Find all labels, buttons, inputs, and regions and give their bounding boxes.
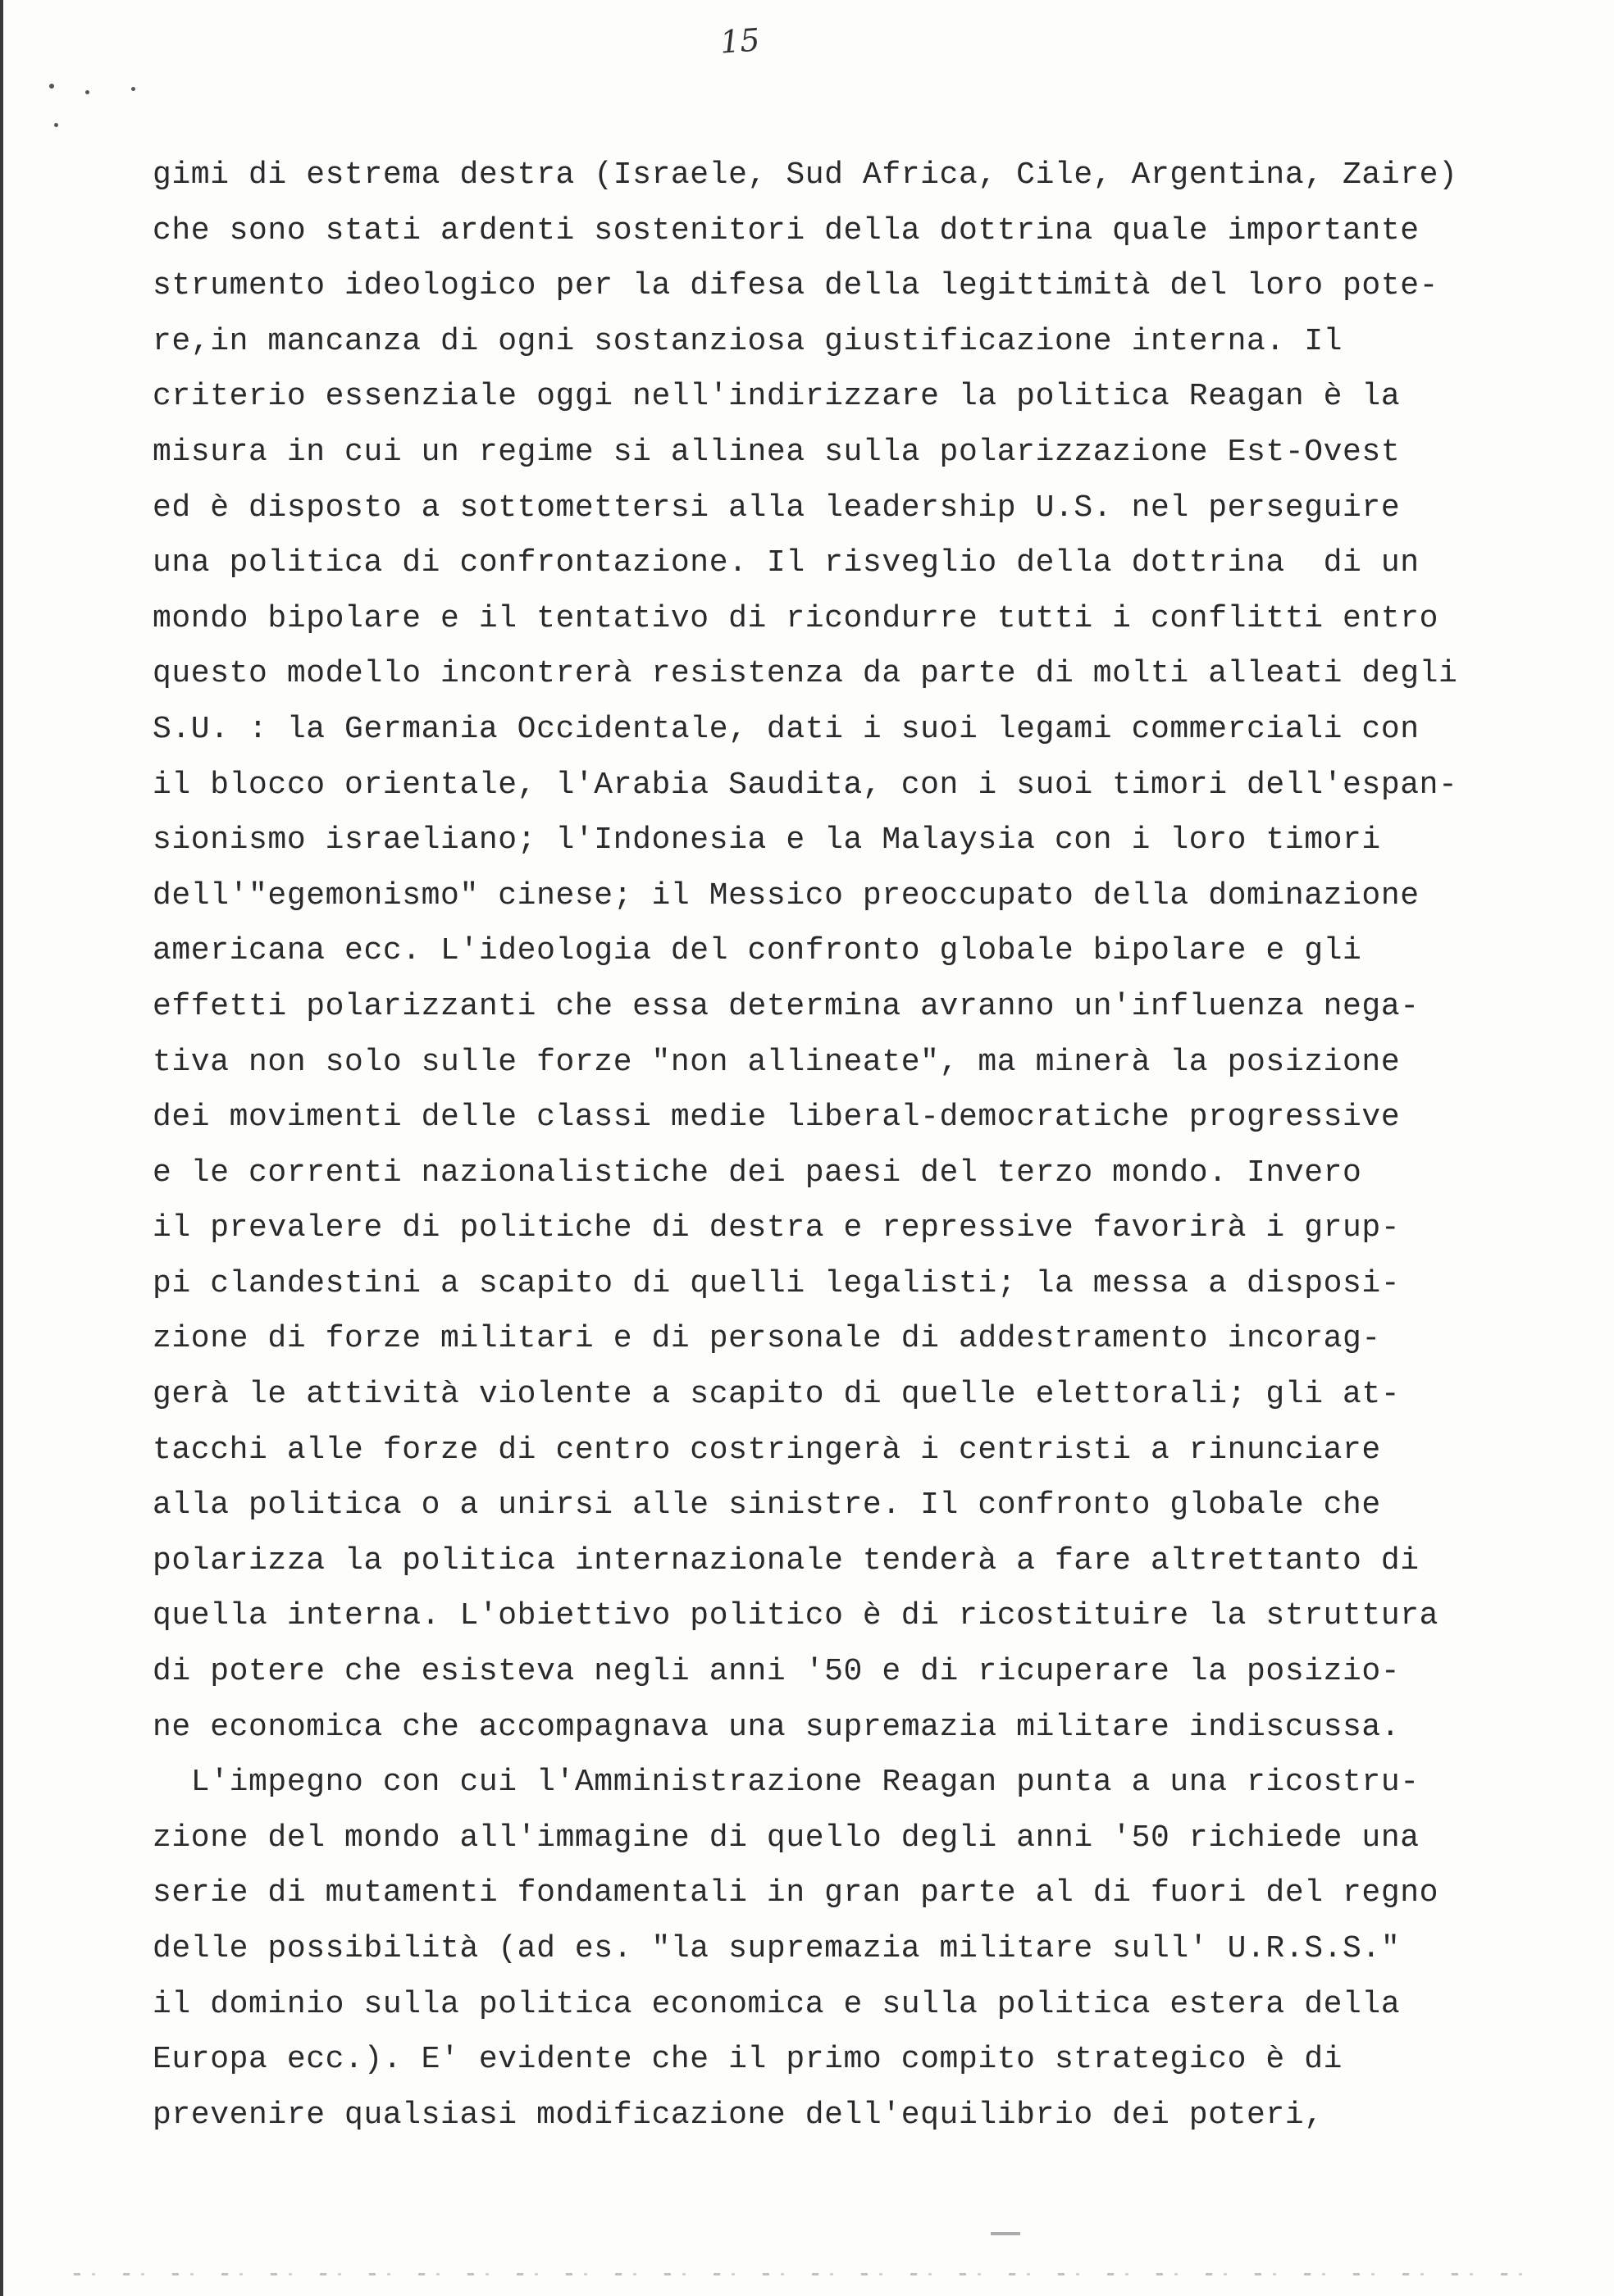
- text-line: S.U. : la Germania Occidentale, dati i suoi legami commerciali con: [153, 711, 1420, 747]
- paragraph-1: [153, 148, 1563, 1755]
- text-line: e le correnti nazionalistiche dei paesi del terzo mondo. Invero: [153, 1155, 1362, 1191]
- text-line: sionismo israeliano; l'Indonesia e la Malaysia con i loro timori: [153, 822, 1381, 859]
- text-line: ne economica che accompagnava una supremazia militare indiscussa.: [153, 1709, 1401, 1745]
- text-line: delle possibilità (ad es. "la supremazia militare sull' U.R.S.S.": [153, 1931, 1401, 1966]
- text-line: gimi di estrema destra (Israele, Sud Africa, Cile, Argentina, Zaire): [153, 157, 1458, 193]
- scan-speck: [131, 87, 135, 91]
- text-line: quella interna. L'obiettivo politico è di ricostituire la struttura: [153, 1598, 1439, 1634]
- text-line: tiva non solo sulle forze "non allineate", ma minerà la posizione: [153, 1044, 1401, 1080]
- text-line: dell'"egemonismo" cinese; il Messico preoccupato della dominazione: [153, 877, 1420, 913]
- text-line: zione del mondo all'immagine di quello degli anni '50 richiede una: [153, 1820, 1420, 1856]
- body-text: [153, 148, 1563, 2143]
- text-line: criterio essenziale oggi nell'indirizzare la politica Reagan è la: [153, 379, 1401, 415]
- text-line: serie di mutamenti fondamentali in gran parte al di fuori del regno: [153, 1875, 1439, 1911]
- scan-bottom-edge: [74, 2273, 1550, 2276]
- text-line: tacchi alle forze di centro costringerà i centristi a rinunciare: [153, 1432, 1381, 1468]
- text-line: gerà le attività violente a scapito di quelle elettorali; gli at-: [153, 1377, 1401, 1413]
- text-line: questo modello incontrerà resistenza da parte di molti alleati degli: [153, 656, 1458, 692]
- text-line: il prevalere di politiche di destra e repressive favorirà i grup-: [153, 1210, 1401, 1246]
- page-number: 15: [718, 21, 761, 61]
- text-line: dei movimenti delle classi medie liberal-democratiche progressive: [153, 1100, 1401, 1136]
- text-line: ed è disposto a sottomettersi alla leadership U.S. nel perseguire: [153, 490, 1401, 526]
- text-line: pi clandestini a scapito di quelli legalisti; la messa a disposi-: [153, 1265, 1401, 1301]
- text-line: alla politica o a unirsi alle sinistre. Il confronto globale che: [153, 1487, 1381, 1524]
- text-line: re,in mancanza di ogni sostanziosa giustificazione interna. Il: [153, 323, 1343, 359]
- scan-speck: [49, 84, 54, 89]
- text-line: di potere che esisteva negli anni '50 e di ricuperare la posizio-: [153, 1654, 1401, 1690]
- text-line: che sono stati ardenti sostenitori della dottrina quale importante: [153, 212, 1420, 248]
- scan-speck: [54, 123, 58, 127]
- text-line: L'impegno con cui l'Amministrazione Reagan punta a una ricostru-: [153, 1765, 1420, 1801]
- scan-left-edge: [0, 0, 3, 2296]
- paragraph-2: [153, 1755, 1563, 2143]
- text-line: prevenire qualsiasi modificazione dell'equilibrio dei poteri,: [153, 2097, 1324, 2133]
- text-line: zione di forze militari e di personale di addestramento incorag-: [153, 1321, 1381, 1357]
- text-line: misura in cui un regime si allinea sulla polarizzazione Est-Ovest: [153, 434, 1401, 470]
- scan-speck: [85, 90, 89, 94]
- text-line: mondo bipolare e il tentativo di ricondurre tutti i conflitti entro: [153, 600, 1439, 636]
- text-line: il blocco orientale, l'Arabia Saudita, con i suoi timori dell'espan-: [153, 767, 1458, 803]
- text-line: Europa ecc.). E' evidente che il primo compito strategico è di: [153, 2042, 1343, 2078]
- text-line: strumento ideologico per la difesa della legittimità del loro pote-: [153, 268, 1439, 304]
- text-line: il dominio sulla politica economica e sulla politica estera della: [153, 1986, 1401, 2022]
- text-line: una politica di confrontazione. Il risveglio della dottrina di un: [153, 545, 1420, 581]
- text-line: polarizza la politica internazionale tenderà a fare altrettanto di: [153, 1542, 1420, 1578]
- text-line: americana ecc. L'ideologia del confronto globale bipolare e gli: [153, 933, 1362, 969]
- scan-mark: [991, 2232, 1020, 2235]
- text-line: effetti polarizzanti che essa determina avranno un'influenza nega-: [153, 988, 1420, 1024]
